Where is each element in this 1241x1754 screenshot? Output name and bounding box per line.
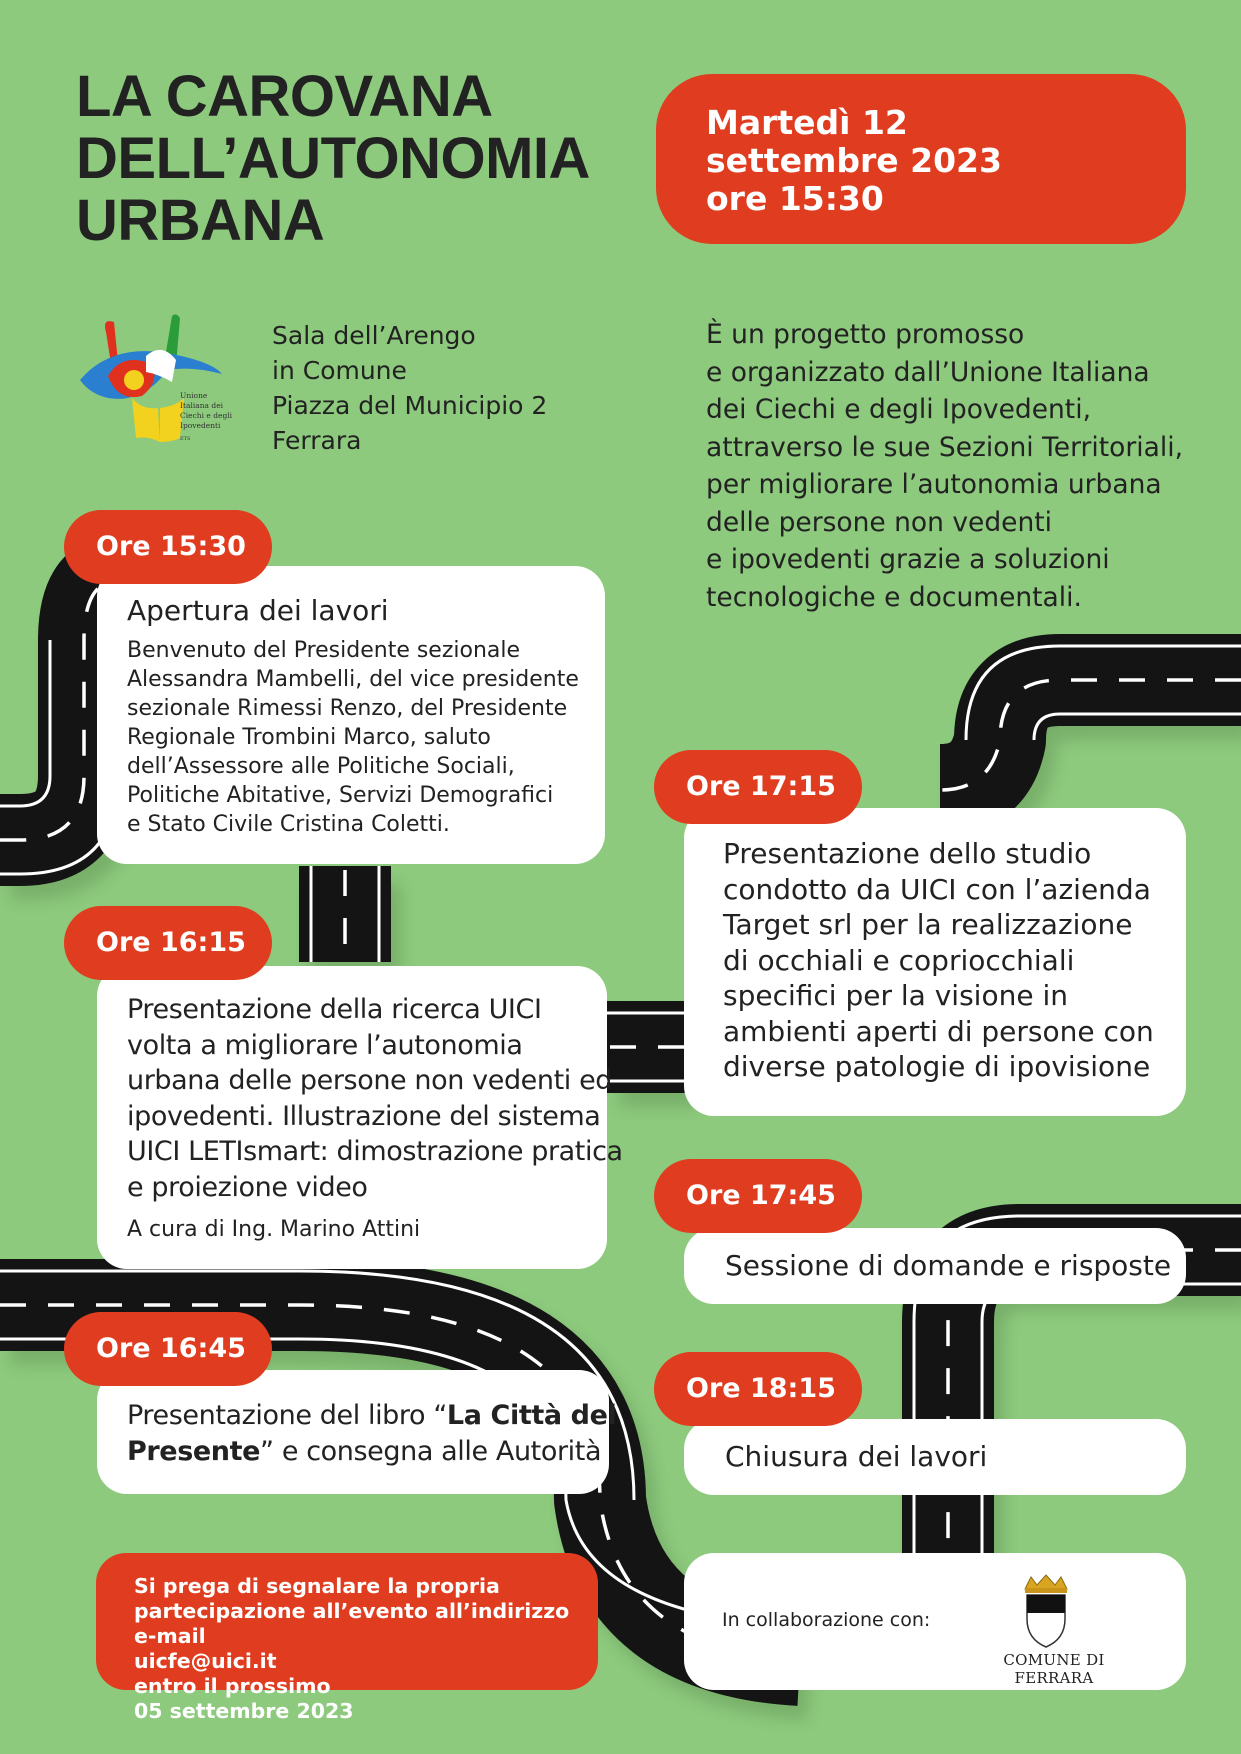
collaboration-box [684, 1553, 1186, 1690]
logo-text-2: Italiana dei [180, 401, 224, 410]
time-badge-1645: Ore 16:45 [64, 1312, 272, 1386]
collaboration-label: In collaborazione con: [722, 1609, 931, 1631]
session-card-1715: Presentazione dello studio condotto da UICI con l’azienda Target srl per la realizzazione di occhiali e copriocchiali specifici per la visione in ambienti aperti di persone con diverse patologie di ipovisione [684, 808, 1186, 1116]
intro-paragraph: È un progetto promosso e organizzato dall’Unione Italiana dei Ciechi e degli Ipovedenti, attraverso le sue Sezioni Territoriali, per migliorare l’autonomia urbana delle persone non vedenti e ipovedenti grazie a soluzioni tecnologiche e documentali. [706, 319, 1184, 613]
ferrara-crest-icon [1021, 1573, 1071, 1649]
session-card-1530: Apertura dei lavori Benvenuto del Presidente sezionale Alessandra Mambelli, del vice presidente sezionale Rimessi Renzo, del Presidente Regionale Trombini Marco, saluto dell’Assessore alle Politiche Sociali, Politiche Abitative, Servizi Demografici e Stato Civile Cristina Coletti. [97, 566, 605, 864]
event-title: LA CAROVANA DELL’AUTONOMIA URBANA [76, 64, 590, 253]
venue-address: Sala dell’Arengo in Comune Piazza del Municipio 2 Ferrara [272, 321, 548, 455]
rsvp-notice: Si prega di segnalare la propria partecipazione all’evento all’indirizzo e-mail uicfe@uici.it entro il prossimo 05 settembre 2023 [96, 1553, 598, 1690]
book-title: La Città del [446, 1400, 617, 1431]
rsvp-email-link[interactable]: uicfe@uici.it [134, 1649, 277, 1673]
logo-text-1: Unione [180, 391, 208, 400]
event-date-box: Martedì 12 settembre 2023 ore 15:30 [656, 74, 1186, 244]
session-heading: Apertura dei lavori [127, 594, 389, 627]
session-credit: A cura di Ing. Marino Attini [127, 1217, 421, 1242]
time-badge-1745: Ore 17:45 [654, 1159, 862, 1233]
session-card-1745: Sessione di domande e risposte [684, 1228, 1186, 1304]
logo-text-4: Ipovedenti [180, 421, 221, 430]
uici-logo [72, 312, 242, 452]
time-badge-1715: Ore 17:15 [654, 750, 862, 824]
time-badge-1815: Ore 18:15 [654, 1352, 862, 1426]
logo-text-3: Ciechi e degli [180, 411, 233, 420]
time-badge-1615: Ore 16:15 [64, 906, 272, 980]
logo-text-5: ETS [180, 436, 191, 442]
partner-name: COMUNE DI FERRARA [1003, 1651, 1105, 1687]
time-badge-1530: Ore 15:30 [64, 510, 272, 584]
session-card-1615: Presentazione della ricerca UICI volta a migliorare l’autonomia urbana delle persone non vedenti ed ipovedenti. Illustrazione del sistema UICI LETIsmart: dimostrazione pratica e proiezione video A cura di Ing. Marino Attini [97, 966, 607, 1269]
session-card-1815: Chiusura dei lavori [684, 1419, 1186, 1495]
session-card-1645: Presentazione del libro “La Città del Presente” e consegna alle Autorità [97, 1370, 609, 1494]
